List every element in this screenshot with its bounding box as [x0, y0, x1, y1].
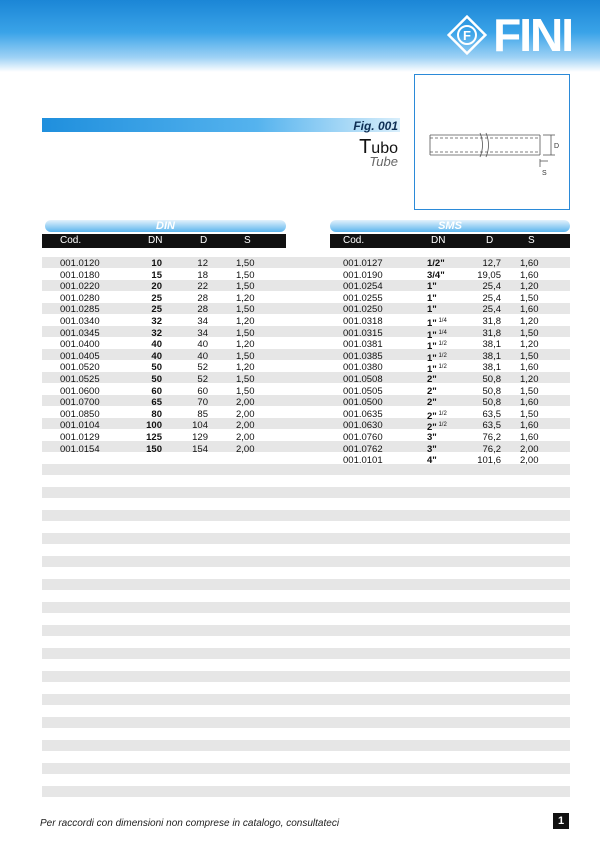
table-row	[343, 397, 593, 409]
sms-col-code: Cod.	[343, 235, 365, 246]
cell-s: 1,50	[520, 385, 539, 397]
cell-dn: 20	[151, 281, 162, 293]
cell-s: 1,60	[520, 362, 539, 374]
cell-d: 12	[197, 258, 208, 269]
cell-code: 001.0762	[343, 443, 383, 455]
cell-s: 2,00	[236, 420, 255, 432]
cell-dn: 10	[151, 258, 162, 269]
cell-s: 1,20	[520, 316, 539, 327]
cell-dn: 50	[151, 362, 162, 374]
cell-s: 1,60	[520, 304, 539, 316]
cell-s: 1,50	[520, 408, 539, 420]
cell-dn: 40	[151, 350, 162, 362]
table-row	[60, 397, 310, 409]
cell-dn: 32	[151, 316, 162, 327]
cell-s: 1,50	[236, 304, 255, 316]
table-row	[343, 316, 593, 328]
cell-s: 1,20	[236, 339, 255, 351]
cell-code: 001.0220	[60, 281, 100, 293]
tube-drawing	[415, 75, 568, 208]
table-row	[343, 351, 593, 363]
cell-code: 001.0154	[60, 443, 100, 455]
cell-code: 001.0381	[343, 339, 383, 351]
row-stripe	[42, 510, 570, 521]
table-row	[343, 374, 593, 386]
cell-dn: 3/4"	[427, 269, 445, 281]
cell-d: 34	[197, 327, 208, 339]
cell-code: 001.0190	[343, 269, 383, 281]
cell-dn: 40	[151, 339, 162, 351]
cell-d: 34	[197, 316, 208, 327]
title-initial: T	[359, 136, 372, 158]
cell-code: 001.0380	[343, 362, 383, 374]
cell-d: 104	[192, 420, 208, 432]
cell-d: 50,8	[482, 397, 501, 409]
cell-code: 001.0255	[343, 292, 383, 304]
cell-dn-fraction: 1/2	[436, 364, 447, 371]
row-stripe	[42, 763, 570, 774]
cell-code: 001.0760	[343, 432, 383, 443]
cell-s: 1,60	[520, 432, 539, 443]
cell-dn: 1" $^{1/4}$	[427, 329, 447, 341]
table-row	[60, 374, 310, 386]
cell-dn: 50	[151, 374, 162, 385]
sms-col-s: S	[528, 235, 535, 246]
table-row	[60, 270, 310, 282]
product-title-en: Tube	[369, 154, 398, 169]
cell-d: 12,7	[482, 258, 501, 269]
cell-code: 001.0129	[60, 432, 100, 443]
cell-s: 1,50	[236, 269, 255, 281]
cell-code: 001.0345	[60, 327, 100, 339]
cell-dn: 3"	[427, 432, 437, 443]
table-row	[343, 281, 593, 293]
cell-d: 38,1	[482, 362, 501, 374]
row-stripe	[42, 533, 570, 544]
cell-s: 1,20	[236, 316, 255, 327]
cell-dn: 25	[151, 292, 162, 304]
cell-dn-fraction: 1/2	[436, 422, 447, 429]
cell-s: 2,00	[236, 408, 255, 420]
cell-d: 25,4	[482, 292, 501, 304]
row-stripe	[42, 671, 570, 682]
page-number: 1	[553, 813, 569, 829]
cell-s: 1,50	[520, 327, 539, 339]
cell-s: 1,20	[236, 362, 255, 374]
cell-dn: 1" $^{1/2}$	[427, 364, 447, 376]
cell-dn: 2"	[427, 397, 437, 409]
cell-d: 129	[192, 432, 208, 443]
table-row	[343, 293, 593, 305]
cell-d: 40	[197, 350, 208, 362]
cell-dn: 1" $^{1/4}$	[427, 318, 447, 330]
cell-d: 63,5	[482, 420, 501, 432]
row-stripe	[42, 579, 570, 590]
cell-s: 1,60	[520, 420, 539, 432]
cell-dn: 1"	[427, 304, 437, 316]
footer-note: Per raccordi con dimensioni non comprese in catalogo, consultateci	[40, 818, 340, 829]
cell-dn: 2" $^{1/2}$	[427, 410, 447, 422]
cell-dn: 65	[151, 397, 162, 409]
cell-code: 001.0340	[60, 316, 100, 327]
cell-code: 001.0400	[60, 339, 100, 351]
row-stripe	[42, 602, 570, 613]
cell-d: 76,2	[482, 432, 501, 443]
table-row	[60, 258, 310, 270]
row-stripe	[42, 625, 570, 636]
figure-bar	[42, 118, 400, 132]
cell-code: 001.0508	[343, 374, 383, 385]
sms-column-headers	[330, 234, 570, 248]
cell-code: 001.0280	[60, 292, 100, 304]
tube-drawing-box	[414, 74, 570, 210]
cell-d: 76,2	[482, 443, 501, 455]
cell-code: 001.0254	[343, 281, 383, 293]
cell-s: 1,50	[236, 385, 255, 397]
cell-s: 1,20	[520, 374, 539, 385]
table-row	[343, 420, 593, 432]
cell-dn-fraction: 1/2	[436, 410, 447, 417]
cell-code: 001.0525	[60, 374, 100, 385]
row-stripe	[42, 786, 570, 797]
cell-code: 001.0318	[343, 316, 383, 327]
cell-d: 154	[192, 443, 208, 455]
din-col-code: Cod.	[60, 235, 82, 246]
table-row	[343, 339, 593, 351]
cell-s: 1,20	[520, 281, 539, 293]
table-row	[60, 351, 310, 363]
cell-code: 001.0405	[60, 350, 100, 362]
cell-d: 19,05	[477, 269, 501, 281]
table-row	[343, 362, 593, 374]
cell-s: 2,00	[236, 397, 255, 409]
cell-d: 25,4	[482, 304, 501, 316]
table-row	[60, 386, 310, 398]
cell-dn: 1/2"	[427, 258, 445, 269]
table-row	[60, 293, 310, 305]
cell-s: 1,60	[520, 269, 539, 281]
cell-d: 60	[197, 385, 208, 397]
cell-code: 001.0285	[60, 304, 100, 316]
cell-code: 001.0180	[60, 269, 100, 281]
cell-d: 31,8	[482, 316, 501, 327]
table-row	[343, 444, 593, 456]
cell-d: 52	[197, 374, 208, 385]
table-row	[60, 409, 310, 421]
cell-dn: 100	[146, 420, 162, 432]
row-stripe	[42, 717, 570, 728]
cell-dn: 3"	[427, 443, 437, 455]
din-col-d: D	[200, 235, 208, 246]
cell-d: 63,5	[482, 408, 501, 420]
dim-d-label: D	[554, 143, 560, 150]
cell-s: 1,20	[520, 339, 539, 351]
cell-s: 1,60	[520, 258, 539, 269]
fini-emblem-icon	[447, 15, 487, 55]
cell-s: 1,50	[236, 350, 255, 362]
figure-label: Fig. 001	[353, 119, 398, 133]
row-stripe	[42, 487, 570, 498]
table-row	[343, 328, 593, 340]
table-row	[343, 455, 593, 467]
cell-dn: 60	[151, 385, 162, 397]
cell-dn: 2"	[427, 374, 437, 385]
cell-s: 2,00	[520, 455, 539, 467]
cell-dn: 25	[151, 304, 162, 316]
fini-logo	[447, 9, 572, 61]
cell-code: 001.0700	[60, 397, 100, 409]
din-col-dn: DN	[148, 235, 163, 246]
cell-dn: 125	[146, 432, 162, 443]
cell-code: 001.0127	[343, 258, 383, 269]
cell-code: 001.0850	[60, 408, 100, 420]
cell-d: 85	[197, 408, 208, 420]
table-row	[60, 420, 310, 432]
row-stripe	[42, 694, 570, 705]
table-row	[343, 432, 593, 444]
cell-code: 001.0315	[343, 327, 383, 339]
cell-s: 1,60	[520, 397, 539, 409]
table-row	[60, 328, 310, 340]
din-col-s: S	[244, 235, 251, 246]
cell-s: 2,00	[236, 443, 255, 455]
cell-s: 2,00	[520, 443, 539, 455]
cell-dn: 1"	[427, 292, 437, 304]
table-row	[60, 339, 310, 351]
cell-d: 31,8	[482, 327, 501, 339]
cell-code: 001.0250	[343, 304, 383, 316]
cell-s: 1,20	[236, 292, 255, 304]
cell-s: 1,50	[236, 327, 255, 339]
table-row	[60, 304, 310, 316]
cell-dn: 15	[151, 269, 162, 281]
cell-code: 001.0630	[343, 420, 383, 432]
cell-code: 001.0520	[60, 362, 100, 374]
cell-d: 101,6	[477, 455, 501, 467]
sms-section-title: SMS	[330, 220, 570, 232]
cell-d: 25,4	[482, 281, 501, 293]
cell-dn: 1"	[427, 281, 437, 293]
cell-d: 28	[197, 304, 208, 316]
cell-dn: 2" $^{1/2}$	[427, 422, 447, 434]
table-row	[60, 281, 310, 293]
table-row	[60, 316, 310, 328]
cell-dn: 1" $^{1/2}$	[427, 341, 447, 353]
din-section-title: DIN	[45, 220, 286, 232]
cell-d: 18	[197, 269, 208, 281]
table-row	[343, 386, 593, 398]
cell-s: 1,50	[236, 374, 255, 385]
cell-s: 1,50	[236, 258, 255, 269]
cell-d: 22	[197, 281, 208, 293]
table-row	[343, 270, 593, 282]
cell-d: 50,8	[482, 374, 501, 385]
title-rest: ubo	[371, 140, 398, 157]
table-row	[60, 432, 310, 444]
cell-dn-fraction: 1/4	[436, 318, 447, 324]
row-stripe	[42, 556, 570, 567]
table-row	[60, 444, 310, 456]
cell-d: 52	[197, 362, 208, 374]
cell-code: 001.0120	[60, 258, 100, 269]
din-column-headers	[42, 234, 286, 248]
cell-s: 1,50	[236, 281, 255, 293]
table-row	[343, 258, 593, 270]
cell-d: 50,8	[482, 385, 501, 397]
fini-emblem-letter: F	[463, 28, 472, 43]
cell-code: 001.0385	[343, 350, 383, 362]
dim-s-label: S	[542, 170, 547, 177]
cell-code: 001.0101	[343, 455, 383, 467]
cell-code: 001.0500	[343, 397, 383, 409]
cell-dn: 4"	[427, 455, 437, 467]
cell-dn-fraction: 1/4	[436, 329, 447, 336]
cell-dn: 32	[151, 327, 162, 339]
cell-dn-fraction: 1/2	[436, 341, 447, 348]
table-row	[60, 362, 310, 374]
cell-code: 001.0600	[60, 385, 100, 397]
cell-d: 28	[197, 292, 208, 304]
row-stripe	[42, 648, 570, 659]
table-row	[343, 304, 593, 316]
brand-name: FINI	[493, 9, 572, 61]
cell-s: 1,50	[520, 350, 539, 362]
row-stripe	[42, 740, 570, 751]
table-row	[343, 409, 593, 421]
cell-d: 70	[197, 397, 208, 409]
cell-dn: 80	[151, 408, 162, 420]
cell-d: 40	[197, 339, 208, 351]
cell-d: 38,1	[482, 339, 501, 351]
cell-s: 1,50	[520, 292, 539, 304]
sms-col-d: D	[486, 235, 494, 246]
cell-dn: 2"	[427, 385, 437, 397]
cell-code: 001.0505	[343, 385, 383, 397]
sms-col-dn: DN	[431, 235, 446, 246]
cell-s: 2,00	[236, 432, 255, 443]
cell-d: 38,1	[482, 350, 501, 362]
cell-dn: 1" $^{1/2}$	[427, 352, 447, 364]
cell-dn-fraction: 1/2	[436, 352, 447, 359]
cell-code: 001.0635	[343, 408, 383, 420]
cell-dn: 150	[146, 443, 162, 455]
cell-code: 001.0104	[60, 420, 100, 432]
